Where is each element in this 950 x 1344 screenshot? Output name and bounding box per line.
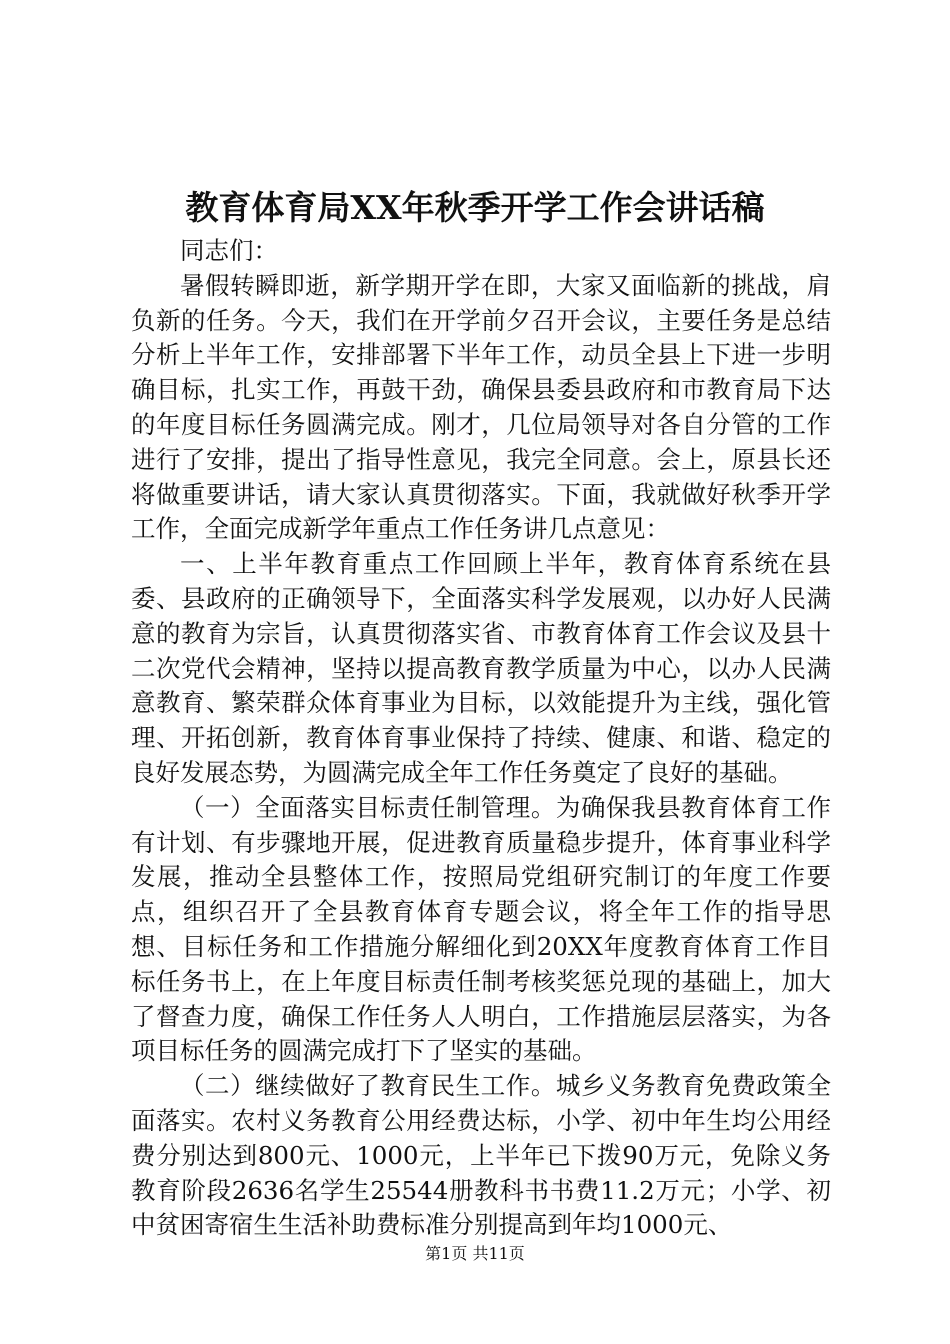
document-body: [131, 234, 831, 1243]
subsection-two-paragraph: （二）继续做好了教育民生工作。城乡义务教育免费政策全面落实。农村义务教育公用经费达标，小学、初中年生均公用经费分别达到800元、1000元，上半年已下拨90万元，免除义务教育阶段2636名学生25544册教科书书费11.2万元；小学、初中贫困寄宿生生活补助费标准分别提高到年均1000元、: [131, 1071, 831, 1240]
subsection-one-paragraph: （一）全面落实目标责任制管理。为确保我县教育体育工作有计划、有步骤地开展，促进教育质量稳步提升，体育事业科学发展，推动全县整体工作，按照局党组研究制订的年度工作要点，组织召开了全县教育体育专题会议，将全年工作的指导思想、目标任务和工作措施分解细化到20XX年度教育体育工作目标任务书上，在上年度目标责任制考核奖惩兑现的基础上，加大了督查力度，确保工作任务人人明白，工作措施层层落实，为各项目标任务的圆满完成打下了坚实的基础。: [131, 792, 831, 1066]
intro-paragraph: 暑假转瞬即逝，新学期开学在即，大家又面临新的挑战，肩负新的任务。今天，我们在开学前夕召开会议，主要任务是总结分析上半年工作，安排部署下半年工作，动员全县上下进一步明确目标，扎实工作，再鼓干劲，确保县委县政府和市教育局下达的年度目标任务圆满完成。刚才，几位局领导对各自分管的工作进行了安排，提出了指导性意见，我完全同意。会上，原县长还将做重要讲话，请大家认真贯彻落实。下面，我就做好秋季开学工作，全面完成新学年重点工作任务讲几点意见：: [131, 270, 831, 544]
salutation-paragraph: 同志们：: [180, 236, 278, 265]
section-one-paragraph: 一、上半年教育重点工作回顾上半年，教育体育系统在县委、县政府的正确领导下，全面落实科学发展观，以办好人民满意的教育为宗旨，认真贯彻落实省、市教育体育工作会议及县十二次党代会精神，坚持以提高教育教学质量为中心，以办人民满意教育、繁荣群众体育事业为目标，以效能提升为主线，强化管理、开拓创新，教育体育事业保持了持续、健康、和谐、稳定的良好发展态势，为圆满完成全年工作任务奠定了良好的基础。: [131, 549, 831, 787]
document-title: 教育体育局XX年秋季开学工作会讲话稿: [185, 188, 765, 227]
page-number-footer: 第1页 共11页: [425, 1244, 525, 1263]
